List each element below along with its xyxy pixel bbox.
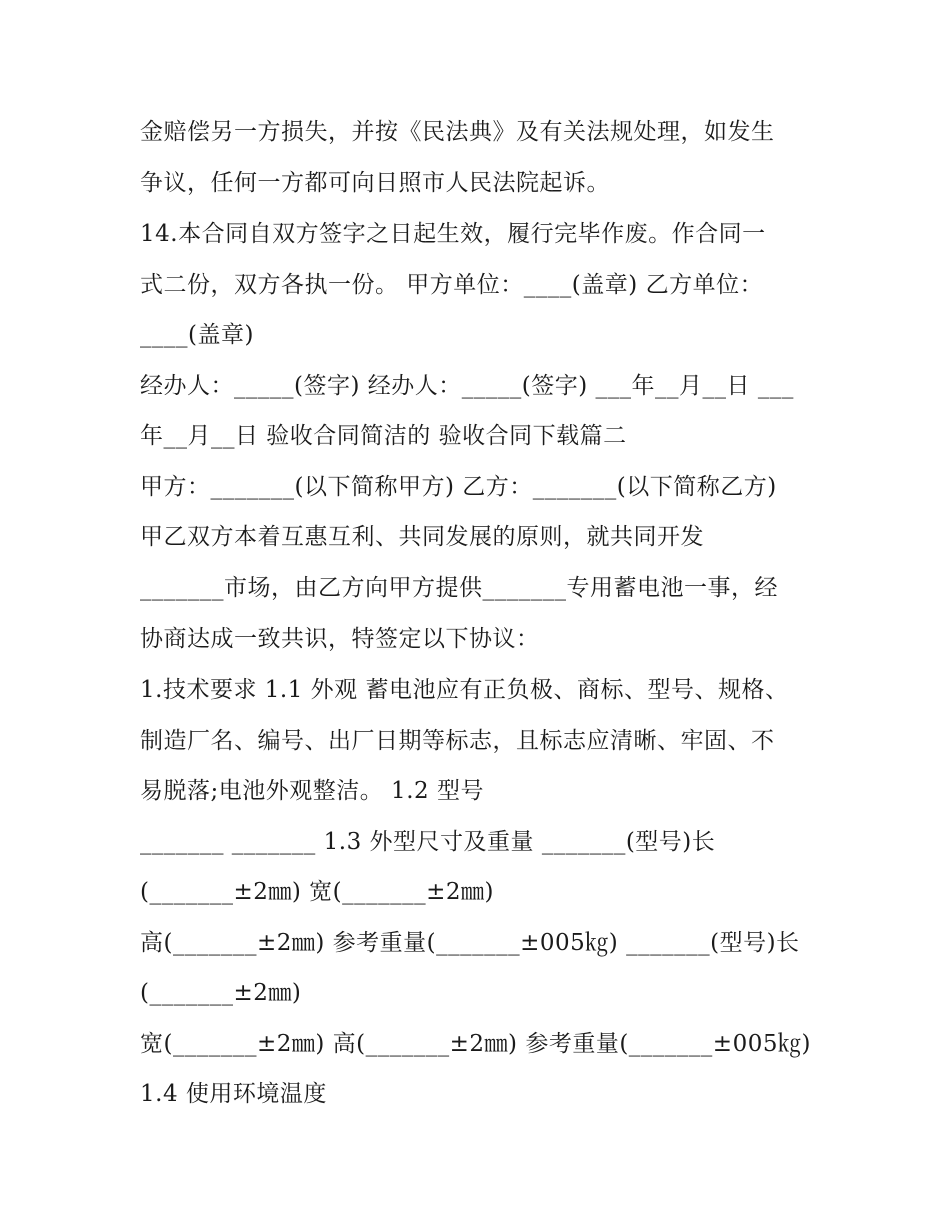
text-line: 制造厂名、编号、出厂日期等标志，且标志应清晰、牢固、不 xyxy=(140,728,775,754)
text-line: (_______±2㎜) 宽(_______±2㎜) xyxy=(140,879,495,905)
text-line: 式二份，双方各执一份。 甲方单位：____(盖章) 乙方单位： xyxy=(140,272,764,298)
text-line: 易脱落;电池外观整洁。 1.2 型号 xyxy=(140,778,484,804)
text-line: _______市场，由乙方向甲方提供_______专用蓄电池一事，经 xyxy=(140,575,778,601)
text-line: 1.4 使用环境温度 xyxy=(140,1081,327,1107)
text-line: 经办人：_____(签字) 经办人：_____(签字) ___年__月__日 ___ xyxy=(140,373,794,399)
text-line: 协商达成一致共识，特签定以下协议： xyxy=(140,626,540,652)
text-line: 甲方：_______(以下简称甲方) 乙方：_______(以下简称乙方) xyxy=(140,474,777,500)
text-line: 金赔偿另一方损失，并按《民法典》及有关法规处理，如发生 xyxy=(140,119,775,145)
text-line: 甲乙双方本着互惠互利、共同发展的原则，就共同开发 xyxy=(140,524,704,550)
text-line: 14.本合同自双方签字之日起生效，履行完毕作废。作合同一 xyxy=(140,221,766,247)
text-line: 高(_______±2㎜) 参考重量(_______±005㎏) _______(型号)长 xyxy=(140,930,800,956)
text-line: (_______±2㎜) xyxy=(140,980,302,1006)
text-line: 1.技术要求 1.1 外观 蓄电池应有正负极、商标、型号、规格、 xyxy=(140,677,789,703)
text-line: 宽(_______±2㎜) 高(_______±2㎜) 参考重量(_______±005㎏) xyxy=(140,1031,811,1057)
text-line: _______ _______ 1.3 外型尺寸及重量 _______(型号)长 xyxy=(140,829,716,855)
text-line: 争议，任何一方都可向日照市人民法院起诉。 xyxy=(140,170,610,196)
text-line: ____(盖章) xyxy=(140,322,254,348)
text-line: 年__月__日 验收合同简洁的 验收合同下载篇二 xyxy=(140,423,627,449)
